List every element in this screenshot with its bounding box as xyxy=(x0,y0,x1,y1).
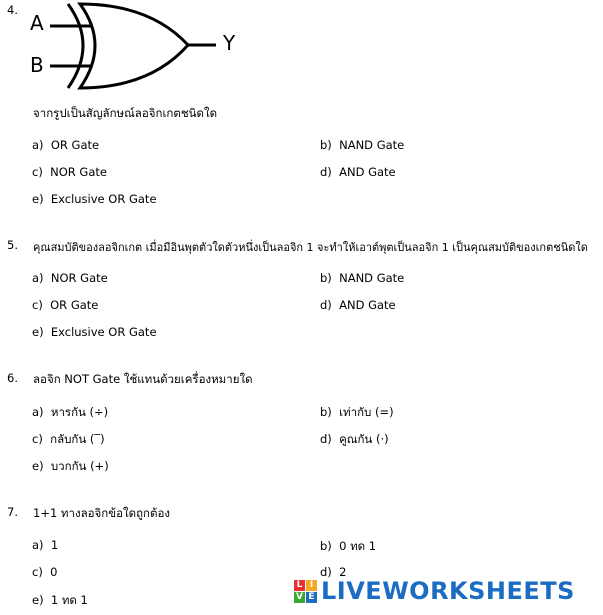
q4-option-b[interactable]: b) NAND Gate xyxy=(320,138,405,152)
question-4-number: 4. xyxy=(7,3,18,17)
q4-option-e[interactable]: e) Exclusive OR Gate xyxy=(32,192,157,206)
logo-letter-e: E xyxy=(306,592,317,603)
q7-option-d[interactable]: d) 2 xyxy=(320,565,347,579)
q5-option-d[interactable]: d) AND Gate xyxy=(320,298,396,312)
q5-option-b[interactable]: b) NAND Gate xyxy=(320,271,405,285)
q5-option-c[interactable]: c) OR Gate xyxy=(32,298,99,312)
q5-option-e[interactable]: e) Exclusive OR Gate xyxy=(32,325,157,339)
question-7-number: 7. xyxy=(7,505,18,519)
output-y-label: Y xyxy=(223,31,236,55)
question-5-text: คุณสมบัติของลอจิกเกต เมื่อมีอินพุตตัวใดตัวหนึ่งเป็นลอจิก 1 จะทำให้เอาต์พุตเป็นลอจิก 1 เป็นคุณสมบัติของเกตชนิดใด xyxy=(33,241,588,254)
input-b-label: B xyxy=(30,53,44,77)
q6-option-b[interactable]: b) เท่ากับ (=) xyxy=(320,405,394,419)
question-4-text: จากรูปเป็นสัญลักษณ์ลอจิกเกตชนิดใด xyxy=(33,106,218,120)
q4-option-d[interactable]: d) AND Gate xyxy=(320,165,396,179)
logo-letter-v: V xyxy=(294,592,305,603)
q6-option-c[interactable]: c) กลับกัน (‾) xyxy=(32,432,105,446)
q7-option-b[interactable]: b) 0 ทด 1 xyxy=(320,539,377,553)
q6-option-e[interactable]: e) บวกกัน (+) xyxy=(32,459,109,473)
q5-option-a[interactable]: a) NOR Gate xyxy=(32,271,108,285)
q7-option-e[interactable]: e) 1 ทด 1 xyxy=(32,593,88,607)
question-5-number: 5. xyxy=(7,238,18,252)
brand-name: LIVEWORKSHEETS xyxy=(321,577,575,605)
question-6-text: ลอจิก NOT Gate ใช้แทนด้วยเครื่องหมายใด xyxy=(33,372,253,386)
logo-letter-i: I xyxy=(306,580,317,591)
q7-option-c[interactable]: c) 0 xyxy=(32,565,58,579)
live-logo-icon xyxy=(294,580,317,603)
xor-gate-diagram xyxy=(20,0,250,95)
liveworksheets-logo[interactable] xyxy=(294,574,575,608)
q7-option-a[interactable]: a) 1 xyxy=(32,538,59,552)
q4-option-a[interactable]: a) OR Gate xyxy=(32,138,100,152)
logo-letter-l: L xyxy=(294,580,305,591)
input-a-label: A xyxy=(30,11,44,35)
q4-option-c[interactable]: c) NOR Gate xyxy=(32,165,107,179)
q6-option-d[interactable]: d) คูณกัน (·) xyxy=(320,432,389,446)
question-7-text: 1+1 ทางลอจิกข้อใดถูกต้อง xyxy=(33,506,171,520)
question-6-number: 6. xyxy=(7,371,18,385)
q6-option-a[interactable]: a) หารกัน (÷) xyxy=(32,405,109,419)
